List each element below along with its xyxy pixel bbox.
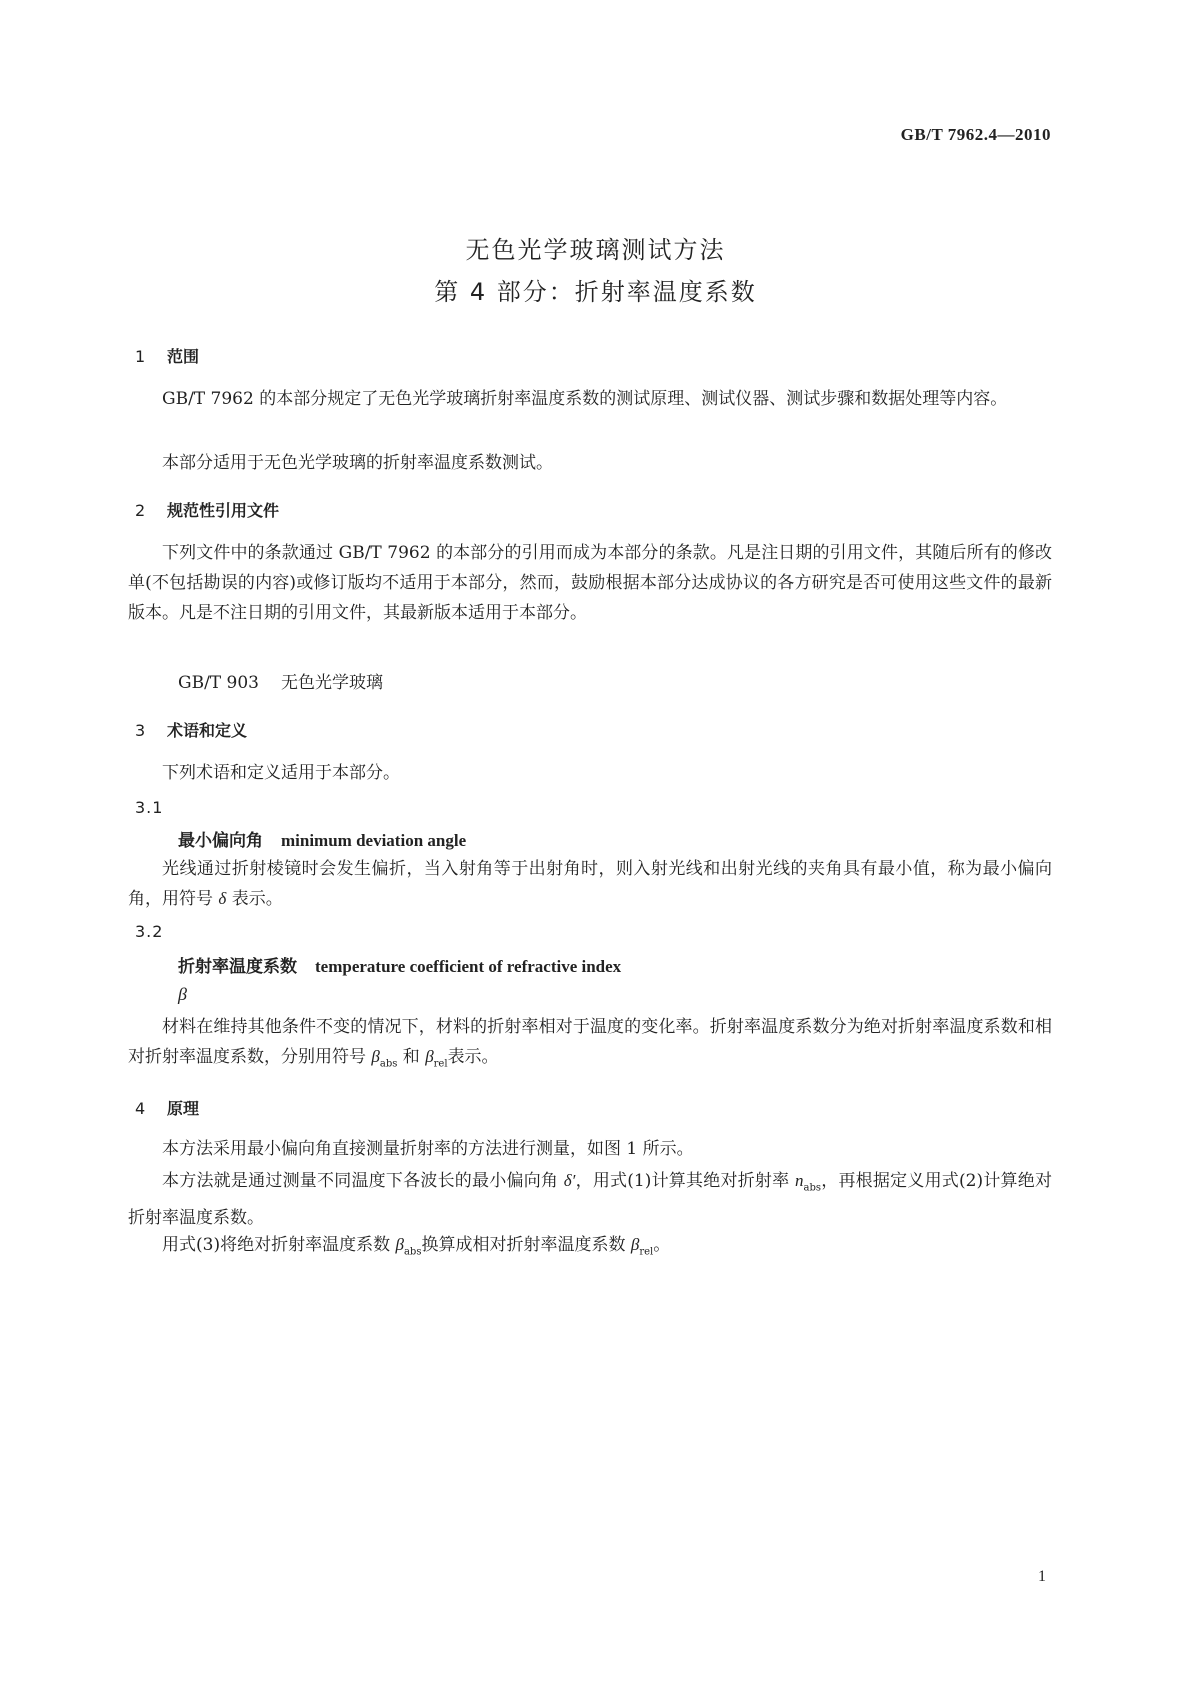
subscript-abs: abs [379, 1058, 398, 1070]
beta-symbol: β [371, 1047, 380, 1066]
document-subtitle: 第 4 部分：折射率温度系数 [434, 278, 757, 306]
reference-code: GB/T 903 [178, 673, 259, 693]
subscript-rel: rel [433, 1058, 448, 1070]
term-3-1-definition [128, 854, 1052, 914]
section-1-paragraph-1: GB/T 7962 的本部分规定了无色光学玻璃折射率温度系数的测试原理、测试仪器、测试步骤和数据处理等内容。 [162, 389, 1008, 409]
paragraph-text: 换算成相对折射率温度系数 [421, 1235, 631, 1255]
section-title: 原理 [167, 1099, 200, 1118]
term-3-1-number: 3.1 [135, 798, 164, 817]
section-title: 术语和定义 [167, 721, 248, 740]
subscript-abs: abs [803, 1182, 822, 1194]
term-english: temperature coefficient of refractive index [315, 957, 622, 976]
subscript-rel: rel [639, 1246, 654, 1258]
paragraph-text: 。 [653, 1235, 671, 1255]
section-4-heading [135, 1096, 199, 1119]
beta-symbol: β [630, 1235, 640, 1254]
definition-text: 光线通过折射棱镜时会发生偏折，当入射角等于出射角时，则入射光线和出射光线的夹角具有最小值，称为最小偏向角，用符号 [128, 859, 1052, 909]
section-number: 2 [135, 501, 146, 520]
definition-text: 材料在维持其他条件不变的情况下，材料的折射率相对于温度的变化率。折射率温度系数分为绝对折射率温度系数和相对折射率温度系数，分别用符号 [128, 1017, 1052, 1067]
section-1-heading [135, 344, 199, 367]
delta-prime-symbol: δ′ [563, 1171, 576, 1190]
term-3-2-symbol: β [178, 984, 187, 1004]
section-title: 规范性引用文件 [167, 501, 280, 520]
subscript-abs: abs [403, 1246, 422, 1258]
section-1-paragraph-2: 本部分适用于无色光学玻璃的折射率温度系数测试。 [162, 453, 553, 473]
section-4-paragraph-3 [128, 1230, 1052, 1267]
term-english: minimum deviation angle [281, 831, 467, 850]
term-3-1-title [178, 826, 466, 851]
term-3-2-title [178, 952, 621, 977]
section-title: 范围 [167, 347, 200, 366]
definition-text: 表示。 [226, 889, 283, 909]
term-3-2-number: 3.2 [135, 922, 164, 941]
section-2-paragraph-1: 下列文件中的条款通过 GB/T 7962 的本部分的引用而成为本部分的条款。凡是注日期的引用文件，其随后所有的修改单(不包括勘误的内容)或修订版均不适用于本部分，然而，鼓励根据本部分达成协议的各方研究是否可使用这些文件的最新版本。凡是不注日期的引用文件，其最新版本适用于本部分。 [128, 543, 1052, 623]
paragraph-text: ，再根据定义用式(2)计算绝对折射率温度系数。 [128, 1171, 1052, 1229]
beta-symbol: β [395, 1235, 404, 1254]
section-3-intro: 下列术语和定义适用于本部分。 [162, 763, 400, 783]
n-symbol: n [795, 1171, 804, 1190]
paragraph-text: 用式(3)将绝对折射率温度系数 [162, 1235, 396, 1255]
delta-symbol: δ [218, 889, 227, 908]
page-number: 1 [1038, 1568, 1046, 1585]
section-2-heading [135, 498, 279, 521]
section-number: 3 [135, 721, 146, 740]
beta-symbol: β [425, 1047, 434, 1066]
section-number: 1 [135, 347, 146, 366]
paragraph-text: 本方法就是通过测量不同温度下各波长的最小偏向角 [162, 1171, 564, 1191]
section-4-paragraph-1: 本方法采用最小偏向角直接测量折射率的方法进行测量，如图 1 所示。 [162, 1139, 694, 1159]
paragraph-text: ，用式(1)计算其绝对折射率 [575, 1171, 796, 1191]
definition-text: 表示。 [447, 1047, 499, 1067]
section-number: 4 [135, 1099, 146, 1118]
term-chinese: 最小偏向角 [178, 831, 263, 851]
term-chinese: 折射率温度系数 [178, 957, 297, 977]
standard-number: GB/T 7962.4—2010 [900, 125, 1051, 144]
document-title: 无色光学玻璃测试方法 [465, 236, 726, 264]
section-4-paragraph-2 [128, 1166, 1052, 1233]
section-3-heading [135, 718, 247, 741]
term-3-2-definition [128, 1012, 1052, 1079]
definition-text: 和 [402, 1047, 420, 1067]
normative-reference [178, 668, 383, 693]
reference-title: 无色光学玻璃 [281, 673, 383, 693]
